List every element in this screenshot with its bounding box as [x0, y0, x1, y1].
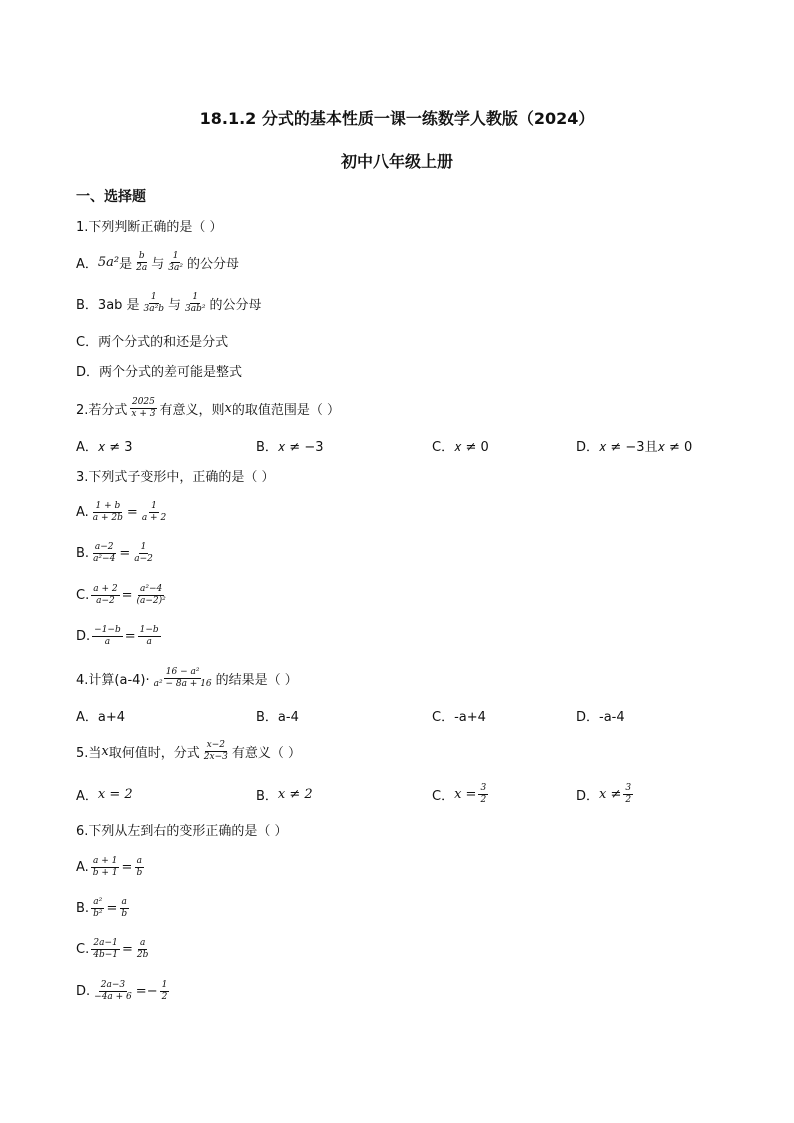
question-4-option-a: A．a+4 [76, 709, 126, 725]
text: 2.若分式 [76, 402, 128, 418]
numerator: b [138, 250, 145, 261]
question-3-option-c [76, 583, 170, 607]
fraction [160, 980, 170, 1003]
numerator: a [139, 937, 146, 948]
option-label: A. [76, 859, 89, 875]
text: 的结果是（ ） [215, 672, 298, 688]
fraction [92, 625, 123, 648]
denominator: a [104, 636, 111, 647]
numerator: 1 + b [95, 500, 121, 511]
equals-sign: = [126, 504, 138, 520]
numerator: 1 [161, 979, 168, 990]
option-label: C. [76, 587, 90, 603]
question-3-option-d [76, 624, 163, 648]
denominator: 3a² [168, 262, 183, 273]
fraction [91, 856, 120, 879]
denominator: −4a + 6 [94, 991, 132, 1002]
question-5-stem [76, 739, 301, 763]
option-label: D. [76, 628, 91, 644]
question-5-option-c [432, 782, 490, 806]
numerator: a [121, 896, 127, 907]
fraction [202, 740, 230, 763]
question-1-option-c: C．两个分式的和还是分式 [76, 334, 229, 350]
fraction [183, 292, 207, 315]
fraction [91, 938, 120, 961]
expression: 𝑥 ≠ [599, 786, 622, 802]
fraction [92, 980, 134, 1003]
variable: x [224, 400, 232, 416]
expression: 𝑥 ≠ 2 [277, 786, 313, 802]
numerator: 3 [480, 782, 487, 793]
equals-sign: = [121, 587, 133, 603]
option-label: C． [432, 788, 455, 804]
question-5-option-d [576, 782, 635, 806]
denominator: b [136, 867, 143, 878]
text: 有意义，则 [159, 402, 225, 418]
question-5-option-a [76, 782, 133, 806]
text: 4.计算(a-4)· [76, 672, 150, 688]
section-heading: 一、选择题 [76, 189, 146, 205]
equals-sign: = [106, 900, 118, 916]
option-label: C. [76, 941, 90, 957]
numerator: a + 2 [93, 583, 118, 594]
question-4-stem [76, 666, 298, 690]
document-title: 18.1.2 分式的基本性质一课一练数学人教版（2024） [199, 109, 595, 128]
numerator: a + 1 [92, 855, 118, 866]
fraction [119, 897, 129, 920]
numerator: 1 [172, 250, 179, 261]
numerator: 1−b [139, 624, 159, 635]
numerator: 2a−3 [100, 979, 126, 990]
numerator: a² [93, 896, 103, 907]
denominator: 2a [136, 262, 148, 273]
question-4-option-d: D．-a-4 [576, 709, 625, 725]
fraction [142, 292, 166, 315]
fraction [152, 667, 214, 690]
option-label: D. [76, 983, 91, 999]
question-6-option-b [76, 896, 131, 920]
fraction [91, 542, 117, 565]
numerator: x−2 [206, 739, 225, 750]
text: 与 [168, 297, 182, 313]
denominator: 2x−3 [203, 751, 228, 762]
document-subtitle: 初中八年级上册 [340, 152, 453, 171]
question-2-option-d: D．𝑥 ≠ −3且𝑥 ≠ 0 [576, 439, 693, 455]
question-6-option-c [76, 937, 152, 961]
fraction [134, 584, 167, 607]
denominator: b + 1 [92, 867, 118, 878]
text: 有意义（ ） [231, 745, 301, 761]
text: 的取值范围是（ ） [231, 402, 340, 418]
question-1-option-d: D．两个分式的差可能是整式 [76, 364, 243, 380]
question-1-option-a [76, 250, 239, 274]
numerator: a²−4 [139, 583, 163, 594]
denominator: 3a²b [143, 303, 165, 314]
fraction [132, 542, 155, 565]
numerator: 16 − a² [165, 666, 200, 677]
question-1-stem: 1.下列判断正确的是（ ） [76, 219, 223, 235]
numerator: 3 [625, 782, 632, 793]
numerator: 1 [140, 541, 147, 552]
question-3-option-b [76, 541, 157, 565]
fraction [91, 501, 125, 524]
text: 的公分母 [209, 297, 262, 313]
fraction [166, 251, 185, 274]
equals-sign: = [121, 859, 133, 875]
numerator: 2a−1 [93, 937, 118, 948]
numerator: 1 [150, 291, 157, 302]
question-2-option-b: B．𝑥 ≠ −3 [256, 439, 324, 455]
option-label: B． [256, 788, 278, 804]
question-4-option-c: C．-a+4 [432, 709, 486, 725]
denominator: x + 3 [131, 408, 156, 419]
variable: x [101, 743, 109, 759]
fraction [129, 397, 157, 420]
question-3-option-a [76, 500, 170, 524]
numerator: 1 [151, 500, 157, 511]
denominator: a + 2 [141, 512, 167, 523]
fraction [134, 251, 149, 274]
denominator: 4b−1 [93, 949, 118, 960]
question-4-option-b: B．a-4 [256, 709, 299, 725]
text: 取何值时，分式 [108, 745, 200, 761]
fraction [138, 625, 161, 648]
denominator: 3ab² [185, 303, 206, 314]
option-label: D． [576, 788, 600, 804]
denominator: 2 [625, 794, 632, 805]
fraction [140, 501, 168, 524]
question-6-option-a [76, 855, 146, 879]
denominator: b² [93, 908, 103, 919]
fraction [91, 584, 119, 607]
text: 5.当 [76, 745, 102, 761]
fraction [623, 783, 633, 806]
denominator: (a−2)² [136, 595, 166, 606]
fraction [478, 783, 488, 806]
question-2-option-c: C．𝑥 ≠ 0 [432, 439, 489, 455]
question-6-stem: 6.下列从左到右的变形正确的是（ ） [76, 823, 288, 839]
equals-sign: = [121, 941, 133, 957]
option-label: B. [76, 545, 90, 561]
equals-sign: = [119, 545, 131, 561]
denominator: a + 2b [92, 512, 123, 523]
question-5-option-b [256, 782, 313, 806]
fraction [134, 856, 144, 879]
fraction [135, 938, 151, 961]
numerator: a−2 [94, 541, 114, 552]
question-6-option-d [76, 979, 171, 1003]
equals-sign: = [135, 983, 147, 999]
denominator: a [146, 636, 152, 647]
option-label: A. [76, 504, 89, 520]
option-label: A． [76, 788, 98, 804]
numerator: a [136, 855, 143, 866]
question-2-option-a: A．𝑥 ≠ 3 [76, 439, 133, 455]
question-1-option-b [76, 291, 262, 315]
expression: 𝑥 = 2 [97, 786, 133, 802]
denominator: 2 [161, 991, 168, 1002]
denominator: a²−4 [93, 553, 116, 564]
option-label: B．3ab 是 [76, 297, 140, 313]
option-label: A． [76, 256, 98, 272]
question-3-stem: 3.下列式子变形中，正确的是（ ） [76, 469, 275, 485]
numerator: 1 [192, 291, 199, 302]
minus-sign: − [146, 983, 158, 999]
text: 的公分母 [186, 256, 239, 272]
equals-sign: = [124, 628, 136, 644]
text: 是 [119, 256, 133, 272]
denominator: b [121, 908, 128, 919]
denominator: a−2 [96, 595, 115, 606]
numerator: 2025 [131, 396, 155, 407]
option-label: B. [76, 900, 90, 916]
numerator: −1−b [94, 624, 121, 635]
expression: 5𝑎² [97, 254, 120, 270]
denominator: a−2 [134, 553, 153, 564]
denominator: 2b [136, 949, 149, 960]
expression: 𝑥 = [454, 786, 477, 802]
denominator: a² − 8a + 16 [153, 678, 212, 689]
question-2-stem [76, 396, 340, 420]
text: 与 [151, 256, 165, 272]
denominator: 2 [480, 794, 487, 805]
fraction [91, 897, 104, 920]
